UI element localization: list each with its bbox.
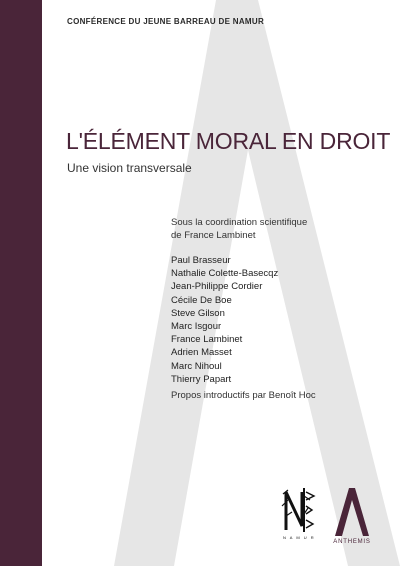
author-name: Adrien Masset xyxy=(171,347,232,359)
author-name: France Lambinet xyxy=(171,334,243,346)
author-name: Marc Nihoul xyxy=(171,360,222,372)
author-name: Nathalie Colette-Basecqz xyxy=(171,268,279,280)
series-name: CONFÉRENCE DU JEUNE BARREAU DE NAMUR xyxy=(67,17,265,26)
svg-text:N A M U R: N A M U R xyxy=(283,535,316,540)
author-name: Thierry Papart xyxy=(171,373,232,385)
author-name: Jean-Philippe Cordier xyxy=(171,281,263,293)
author-name: Marc Isgour xyxy=(171,321,222,333)
author-name: Cécile De Boe xyxy=(171,294,232,306)
cover-side-band xyxy=(0,0,42,566)
namur-bar-logo xyxy=(280,486,322,546)
book-title: L'ÉLÉMENT MORAL EN DROIT xyxy=(66,128,391,154)
publisher-name: ANTHEMIS xyxy=(333,539,371,545)
introduction-credit: Propos introductifs par Benoît Hoc xyxy=(171,390,316,401)
book-subtitle: Une vision transversale xyxy=(67,161,192,175)
author-name: Paul Brasseur xyxy=(171,255,231,266)
coordination-line: de France Lambinet xyxy=(171,230,256,241)
coordination-credit xyxy=(171,216,307,242)
author-name: Steve Gilson xyxy=(171,307,225,319)
coordination-line: Sous la coordination scientifique xyxy=(171,217,308,228)
author-list xyxy=(171,254,278,386)
